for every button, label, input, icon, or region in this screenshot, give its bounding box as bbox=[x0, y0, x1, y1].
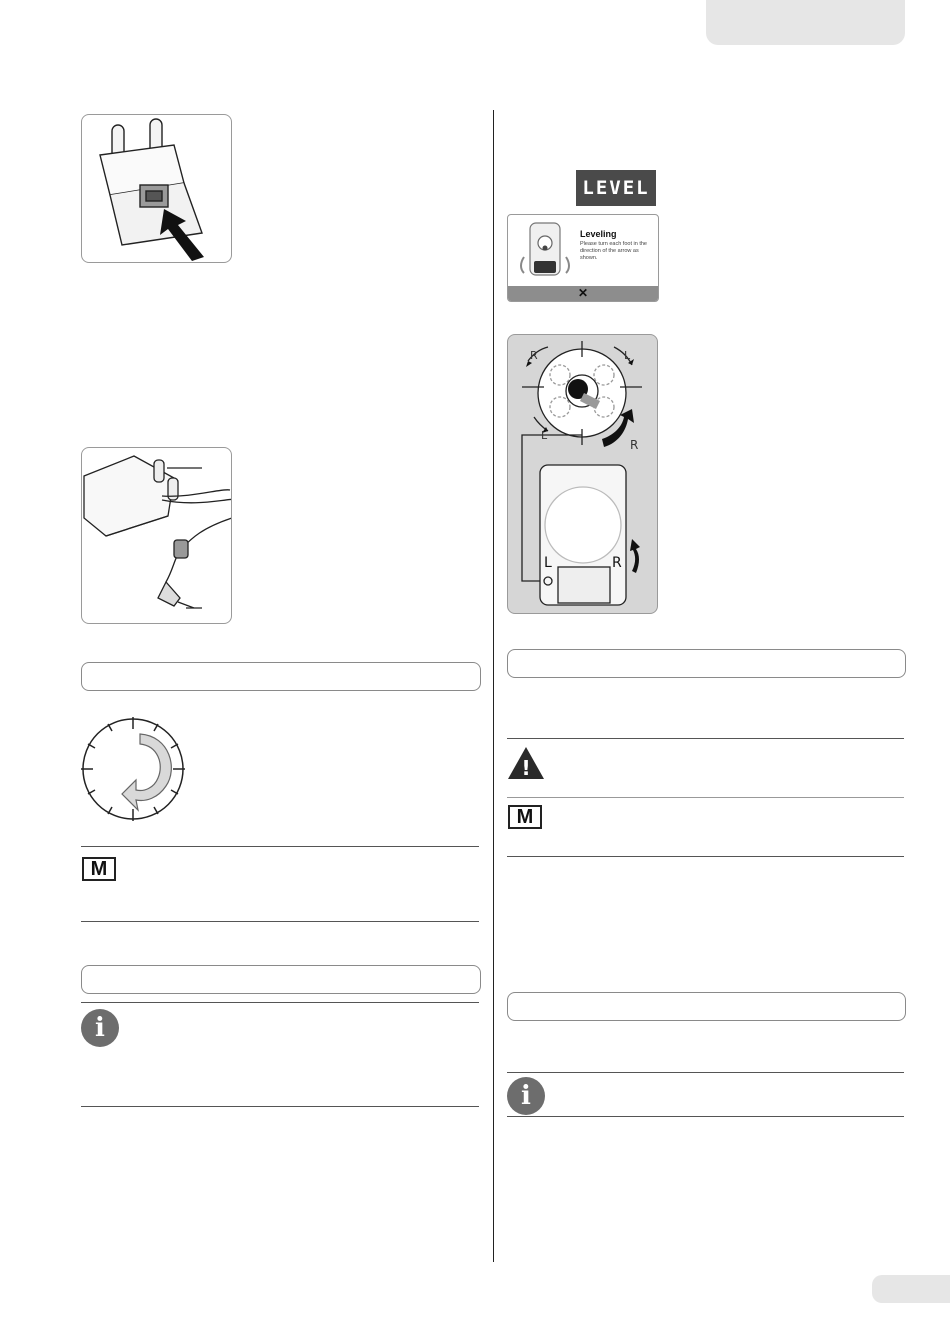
m-icon: M bbox=[82, 857, 116, 881]
rule-line bbox=[507, 1072, 904, 1073]
column-divider bbox=[493, 110, 494, 1262]
page-number-tab bbox=[872, 1275, 950, 1303]
label-r-top: R bbox=[530, 349, 538, 362]
plug-adapter-figure bbox=[81, 114, 232, 263]
section-heading-box bbox=[507, 649, 906, 678]
warning-mark: ! bbox=[521, 756, 531, 780]
section-heading-box bbox=[507, 992, 906, 1021]
device-icon bbox=[516, 221, 574, 281]
label-r-foot: R bbox=[612, 555, 622, 571]
rule-line bbox=[81, 846, 479, 847]
rule-line bbox=[81, 1002, 479, 1003]
header-tab bbox=[706, 0, 905, 45]
m-icon: M bbox=[508, 805, 542, 829]
section-heading-box bbox=[81, 965, 481, 994]
rule-line bbox=[507, 1116, 904, 1117]
dial-rotation-figure bbox=[78, 714, 188, 824]
rule-line bbox=[81, 921, 479, 922]
level-display-badge: LEVEL bbox=[576, 170, 656, 206]
label-r-arrow: R bbox=[630, 438, 639, 452]
rule-line bbox=[507, 797, 904, 798]
leveling-message: Please turn each foot in the direction of the arrow as shown. bbox=[580, 241, 647, 261]
info-icon: i bbox=[81, 1009, 119, 1047]
leveling-screen bbox=[507, 214, 659, 302]
rule-line bbox=[81, 1106, 479, 1107]
label-l-bottom: L bbox=[541, 429, 548, 442]
rule-line bbox=[507, 738, 904, 739]
label-l-top: L bbox=[624, 349, 631, 362]
close-button[interactable]: ✕ bbox=[508, 286, 658, 301]
power-adapter-figure bbox=[81, 447, 232, 624]
section-heading-box bbox=[81, 662, 481, 691]
rule-line bbox=[507, 856, 904, 857]
leveling-title: Leveling bbox=[580, 229, 617, 239]
foot-leveling-figure bbox=[507, 334, 658, 614]
info-icon: i bbox=[507, 1077, 545, 1115]
warning-icon bbox=[507, 746, 545, 780]
label-l-foot: L bbox=[544, 555, 552, 571]
